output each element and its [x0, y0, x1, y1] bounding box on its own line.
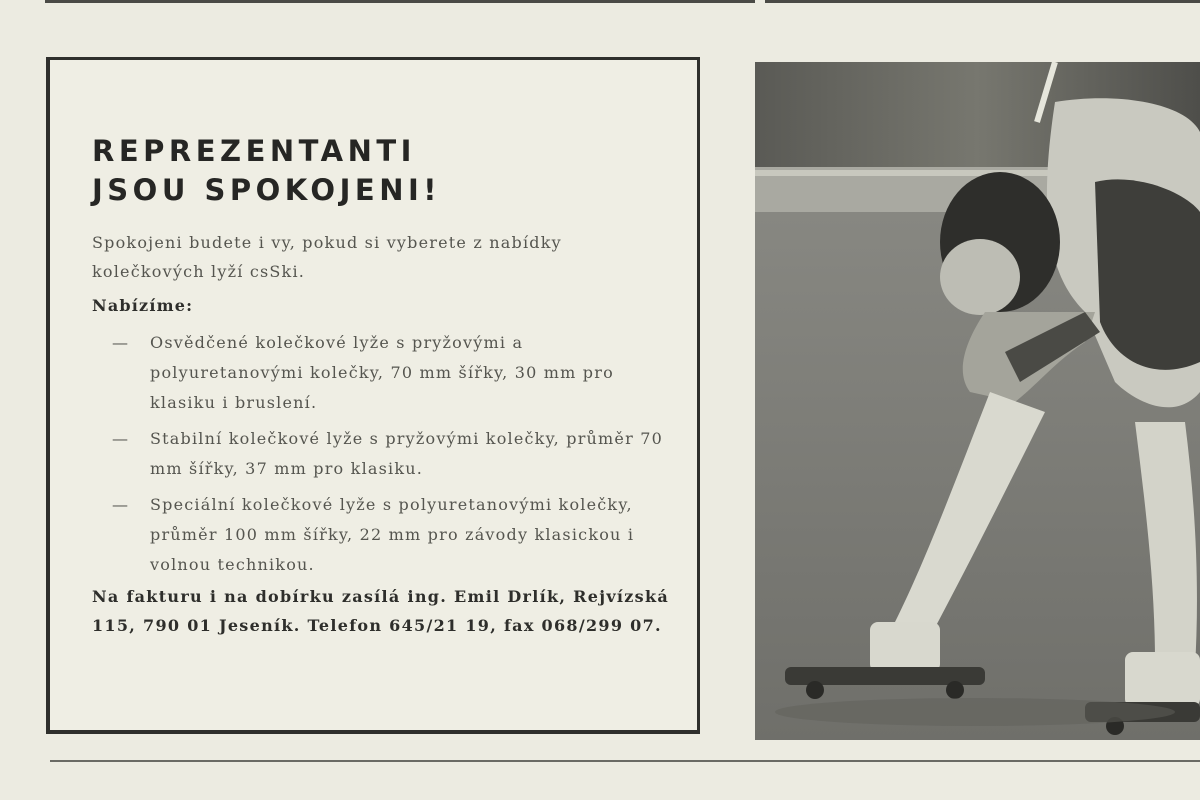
offer-heading: Nabízíme:: [92, 296, 194, 315]
list-item: [112, 424, 672, 484]
list-dash: —: [112, 429, 130, 448]
ad-headline: [92, 132, 441, 210]
contact-paragraph: Na fakturu i na dobírku zasílá ing. Emil Drlík, Rejvízská 115, 790 01 Jeseník. Telefon 645/21 19, fax 068/299 07.: [92, 587, 670, 635]
list-dash: —: [112, 333, 130, 352]
photo-illustration: [755, 62, 1200, 740]
offer-text: Stabilní kolečkové lyže s pryžovými kolečky, průměr 70 mm šířky, 37 mm pro klasiku.: [150, 429, 663, 478]
list-item: [112, 328, 672, 418]
roller-skier-photo: [755, 62, 1200, 740]
list-item: [112, 490, 672, 580]
top-rule-right: [765, 0, 1200, 3]
advertisement-box: [46, 57, 700, 734]
offer-text: Osvědčené kolečkové lyže s pryžovými a polyuretanovými kolečky, 70 mm šířky, 30 mm pro klasiku i bruslení.: [150, 333, 614, 412]
headline-line-1: REPREZENTANTI: [92, 134, 416, 168]
bottom-rule: [50, 760, 1200, 762]
intro-paragraph: Spokojeni budete i vy, pokud si vyberete z nabídky kolečkových lyží csSki.: [92, 233, 562, 281]
top-rule-left: [45, 0, 755, 3]
offer-list: [112, 328, 672, 586]
offer-text: Speciální kolečkové lyže s polyuretanovými kolečky, průměr 100 mm šířky, 22 mm pro závody klasickou i volnou technikou.: [150, 495, 635, 574]
list-dash: —: [112, 495, 130, 514]
headline-line-2: JSOU SPOKOJENI!: [92, 173, 441, 207]
